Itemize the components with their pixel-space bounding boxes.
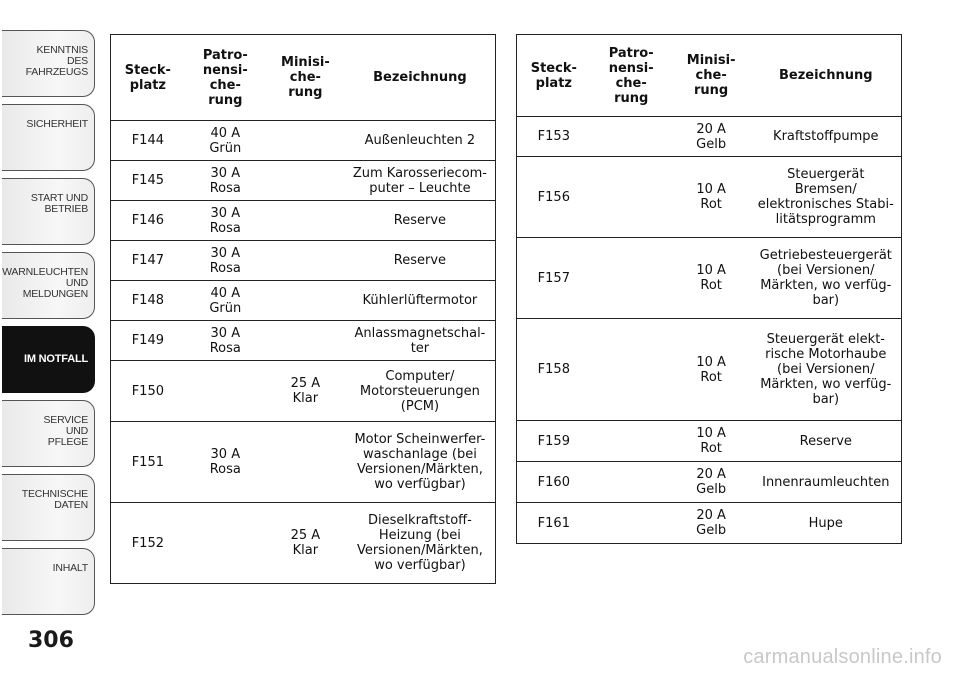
mini-fuse-rating: 10 A Rot [672, 421, 751, 462]
chapter-tab[interactable]: SERVICE UND PFLEGE [2, 400, 95, 467]
fuse-description: Steuergerät elekt- rische Motorhaube (bei Versionen/ Märkten, wo verfüg- bar) [751, 319, 902, 421]
cartridge-fuse-rating [591, 421, 672, 462]
fuse-description: Motor Scheinwerfer- waschanlage (bei Versionen/Märkten, wo verfügbar) [345, 422, 496, 503]
fuse-description: Getriebesteuergerät (bei Versionen/ Märkten, wo verfüg- bar) [751, 238, 902, 319]
cartridge-fuse-rating [591, 117, 672, 157]
chapter-tab[interactable]: WARNLEUCHTEN UND MELDUNGEN [2, 252, 95, 319]
fuse-row [517, 319, 902, 421]
header-slot: Steck- platz [517, 35, 591, 117]
page-number: 306 [28, 628, 74, 653]
fuse-slot: F147 [111, 241, 185, 281]
header-mini-fuse: Minisi- che- rung [266, 35, 345, 121]
fuse-slot: F160 [517, 462, 591, 503]
mini-fuse-rating: 25 A Klar [266, 503, 345, 584]
mini-fuse-rating [266, 281, 345, 321]
fuse-description: Reserve [751, 421, 902, 462]
fuse-row [517, 117, 902, 157]
fuse-slot: F153 [517, 117, 591, 157]
cartridge-fuse-rating: 40 A Grün [185, 281, 266, 321]
fuse-row [111, 281, 496, 321]
fuse-slot: F157 [517, 238, 591, 319]
cartridge-fuse-rating [185, 503, 266, 584]
header-mini-fuse: Minisi- che- rung [672, 35, 751, 117]
fuse-slot: F159 [517, 421, 591, 462]
watermark: carmanualsonline.info [743, 646, 942, 668]
cartridge-fuse-rating: 30 A Rosa [185, 422, 266, 503]
cartridge-fuse-rating [185, 361, 266, 422]
cartridge-fuse-rating: 30 A Rosa [185, 321, 266, 361]
fuse-description: Zum Karosseriecom- puter – Leuchte [345, 161, 496, 201]
cartridge-fuse-rating [591, 462, 672, 503]
fuse-row [517, 421, 902, 462]
fuse-row [111, 361, 496, 422]
mini-fuse-rating: 10 A Rot [672, 157, 751, 238]
fuse-slot: F146 [111, 201, 185, 241]
fuse-slot: F156 [517, 157, 591, 238]
fuse-description: Innenraumleuchten [751, 462, 902, 503]
chapter-tab[interactable]: KENNTNIS DES FAHRZEUGS [2, 30, 95, 97]
fuse-slot: F144 [111, 121, 185, 161]
fuse-description: Reserve [345, 241, 496, 281]
fuse-slot: F145 [111, 161, 185, 201]
fuse-description: Anlassmagnetschal- ter [345, 321, 496, 361]
fuse-table-left [110, 34, 496, 584]
fuse-row [517, 503, 902, 544]
mini-fuse-rating: 20 A Gelb [672, 117, 751, 157]
header-description: Bezeichnung [751, 35, 902, 117]
cartridge-fuse-rating: 30 A Rosa [185, 241, 266, 281]
mini-fuse-rating [266, 201, 345, 241]
mini-fuse-rating: 25 A Klar [266, 361, 345, 422]
chapter-tab[interactable]: TECHNISCHE DATEN [2, 474, 95, 541]
mini-fuse-rating: 20 A Gelb [672, 503, 751, 544]
fuse-description: Außenleuchten 2 [345, 121, 496, 161]
fuse-description: Kraftstoffpumpe [751, 117, 902, 157]
fuse-row [517, 238, 902, 319]
fuse-table-right [516, 34, 902, 544]
cartridge-fuse-rating [591, 503, 672, 544]
mini-fuse-rating: 20 A Gelb [672, 462, 751, 503]
fuse-row [111, 121, 496, 161]
fuse-row [111, 161, 496, 201]
chapter-tab[interactable]: INHALT [2, 548, 95, 615]
chapter-tab[interactable]: SICHERHEIT [2, 104, 95, 171]
mini-fuse-rating [266, 121, 345, 161]
header-cartridge-fuse: Patro- nensi- che- rung [185, 35, 266, 121]
fuse-row [517, 157, 902, 238]
mini-fuse-rating [266, 321, 345, 361]
chapter-tab[interactable]: START UND BETRIEB [2, 178, 95, 245]
fuse-row [111, 503, 496, 584]
fuse-description: Kühlerlüftermotor [345, 281, 496, 321]
table-header-row [111, 35, 496, 121]
table-header-row [517, 35, 902, 117]
fuse-row [111, 321, 496, 361]
fuse-description: Dieselkraftstoff- Heizung (bei Versionen/Märkten, wo verfügbar) [345, 503, 496, 584]
fuse-slot: F152 [111, 503, 185, 584]
fuse-description: Hupe [751, 503, 902, 544]
header-description: Bezeichnung [345, 35, 496, 121]
mini-fuse-rating [266, 422, 345, 503]
fuse-description: Computer/ Motorsteuerungen (PCM) [345, 361, 496, 422]
cartridge-fuse-rating [591, 238, 672, 319]
cartridge-fuse-rating: 30 A Rosa [185, 201, 266, 241]
chapter-sidebar [0, 0, 100, 678]
mini-fuse-rating: 10 A Rot [672, 319, 751, 421]
fuse-slot: F150 [111, 361, 185, 422]
fuse-description: Steuergerät Bremsen/ elektronisches Stabi- litätsprogramm [751, 157, 902, 238]
fuse-row [111, 201, 496, 241]
fuse-row [517, 462, 902, 503]
cartridge-fuse-rating: 40 A Grün [185, 121, 266, 161]
fuse-slot: F149 [111, 321, 185, 361]
fuse-slot: F148 [111, 281, 185, 321]
mini-fuse-rating [266, 161, 345, 201]
mini-fuse-rating: 10 A Rot [672, 238, 751, 319]
header-cartridge-fuse: Patro- nensi- che- rung [591, 35, 672, 117]
fuse-row [111, 422, 496, 503]
mini-fuse-rating [266, 241, 345, 281]
cartridge-fuse-rating [591, 157, 672, 238]
fuse-description: Reserve [345, 201, 496, 241]
fuse-row [111, 241, 496, 281]
cartridge-fuse-rating [591, 319, 672, 421]
chapter-tab[interactable]: IM NOTFALL [2, 326, 95, 393]
fuse-slot: F151 [111, 422, 185, 503]
header-slot: Steck- platz [111, 35, 185, 121]
cartridge-fuse-rating: 30 A Rosa [185, 161, 266, 201]
fuse-slot: F161 [517, 503, 591, 544]
fuse-slot: F158 [517, 319, 591, 421]
